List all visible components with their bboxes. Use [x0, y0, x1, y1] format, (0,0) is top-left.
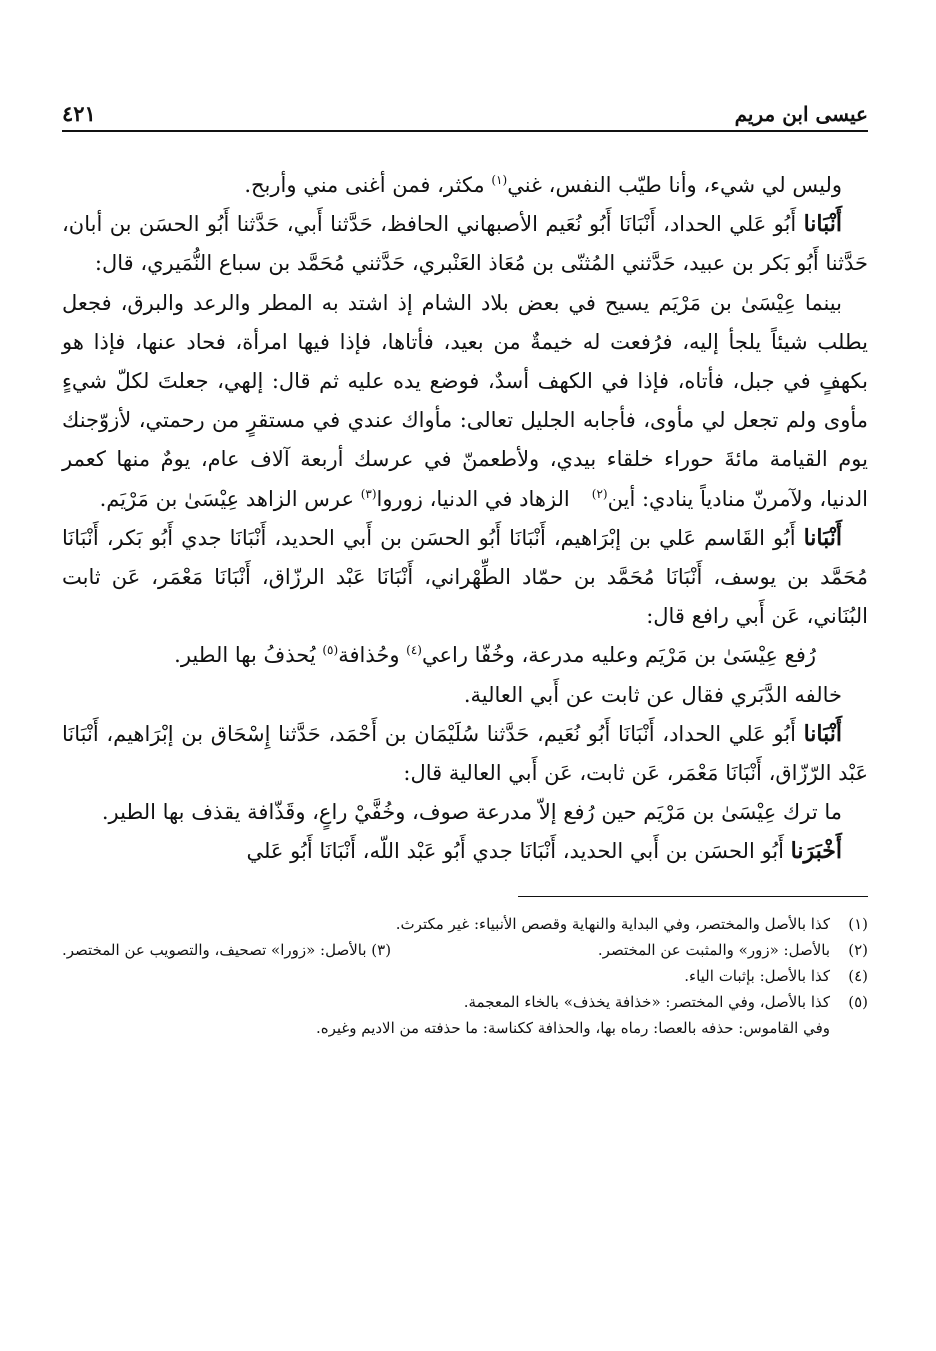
text-run: ما ترك عِيْسَىٰ بن مَرْيَم حين رُفع إلاّ مدرعة صوف، وخُفَّيْ راعٍ، وقَذّافة يقذف بها الطير.	[101, 800, 842, 825]
footnote-pair	[62, 937, 830, 963]
book-page	[62, 96, 868, 1331]
paragraph-7	[62, 715, 868, 793]
isnad-keyword: أَنْبَانا	[803, 211, 842, 238]
footnote-text: بالأصل: «زور» والمثبت عن المختصر.	[597, 940, 830, 959]
footnote-ref-5: (٥)	[322, 643, 339, 658]
footnote-mark: (٥)	[848, 992, 868, 1011]
paragraph-3	[62, 284, 868, 519]
text-run: يُحذفُ بها الطير.	[174, 643, 323, 668]
footnote-2-3	[62, 937, 868, 963]
footnotes	[62, 911, 868, 1041]
text-run: عرس الزاهد عِيْسَىٰ بن مَرْيَم.	[99, 486, 361, 511]
footnote-ref-4: (٤)	[406, 643, 422, 658]
footnote-text: بالأصل: «زورا» تصحيف، والتصويب عن المختصر.	[62, 940, 367, 959]
footnote-text: كذا بالأصل: بإثبات الياء.	[684, 966, 830, 985]
footnote-text: كذا بالأصل، وفي المختصر: «خذافة يخذف» بالخاء المعجمة.	[463, 992, 830, 1011]
chapter-title: عيسى ابن مريم	[734, 102, 868, 126]
isnad-keyword: أَنْبَانا	[803, 524, 842, 551]
text-run: وحُذافة	[338, 643, 407, 668]
text-run: أَبُو عَلي الحداد، أَنْبَانَا أَبُو نُعَيم الأصبهاني الحافظ، حَدَّثنا أَبي، حَدَّثنا أَبُو الحسَن بن أبان، حَدَّثنا أَبُو بَكر بن عبيد، حَدَّثني المُثنّى بن مُعَاذ العَنْبري، حَدَّثني مُحَمَّد بن سباع النُّمَيري، قال:	[62, 212, 868, 276]
text-run: أَبُو عَلي الحداد، أَنْبَانَا أَبُو نُعَيم، حَدَّثنا سُلَيْمَان بن أَحْمَد، حَدَّثنا إِسْحَاق بن إبْرَاهيم، أَنْبَانَا عَبْد الرّزّاق، أَنْبَانَا مَعْمَر، عَن ثابت، عَن أَبي العالية قال:	[62, 721, 868, 786]
footnote-3	[62, 937, 391, 963]
paragraph-2	[62, 205, 868, 283]
footnote-mark: (٢)	[848, 940, 868, 959]
main-text	[62, 166, 868, 872]
text-run: وليس لي شيء، وأنا طيّب النفس، غني	[507, 173, 842, 197]
footnote-mark: (٤)	[848, 966, 868, 985]
text-run: أَبُو الحسَن بن أَبي الحديد، أَنْبَانَا جدي أَبُو عَبْد اللّه، أَنْبَانَا أَبُو عَلي	[246, 839, 791, 864]
paragraph-6	[62, 676, 868, 715]
text-run: أَبُو القَاسم عَلي بن إبْرَاهيم، أَنْبَانَا أَبُو الحسَن بن أَبي الحديد، أَنْبَانَا جدي أَبُو بَكر، أَنْبَانَا مُحَمَّد بن يوسف، أَنْبَانَا مُحَمَّد بن حمّاد الطِّهْراني، أَنْبَانَا عَبْد الرزّاق، أَنْبَانَا مَعْمَر، عَن ثابت البُنَاني، عَن أَبي رافع قال:	[62, 525, 868, 629]
text-run: بينما عِيْسَىٰ بن مَرْيَم يسيح في بعض بلاد الشام إذ اشتد به المطر والرعد والبرق، فجعل يطلب شيئاً يلجأ إليه، فرُفعت له خيمةٌ من بعيد، فأتاها، فإذا فيها امرأة، فحاد عنها، فإذا هو بكهفٍ في جبل، فأتاه، فإذا في الكهف أسدٌ، فوضع يده عليه ثم قال: إلهي، جعلتَ لكلّ شيءٍ مأوى ولم تجعل لي مأوى، فأجابه الجليل تعالى: مأواك عندي في مستقرٍ من رحمتي، لأزوّجنك يوم القيامة مائةَ حوراء خلقاء بيدي، ولأطعمنّ في عرسك أربعة آلاف عام، يومٌ منها كعمر الدنيا، ولآمرنّ منادياً ينادي: أين	[62, 290, 868, 511]
footnote-separator	[518, 896, 868, 897]
footnote-5	[62, 989, 868, 1015]
footnote-5-continued: وفي القاموس: حذفه بالعصا: رماه بها، والحذافة ككناسة: ما حذفته من الاديم وغيره.	[315, 1018, 830, 1037]
footnote-ref-3: (٣)	[360, 486, 377, 501]
text-run: الزهاد في الدنيا، زوروا	[376, 486, 570, 511]
paragraph-5	[62, 636, 868, 675]
footnote-mark: (١)	[848, 914, 868, 933]
footnote-mark: (٣)	[371, 940, 392, 959]
text-run: مكثر، فمن أغنى مني وأربح.	[244, 173, 492, 197]
paragraph-1	[62, 166, 868, 205]
paragraph-4	[62, 519, 868, 637]
footnote-1	[62, 911, 868, 937]
footnote-ref-1: (١)	[491, 173, 508, 187]
isnad-keyword: أَنْبَانا	[803, 720, 842, 747]
page-number: ٤٢١	[62, 101, 96, 126]
paragraph-8	[62, 793, 868, 832]
running-header	[62, 96, 868, 132]
footnote-text: كذا بالأصل والمختصر، وفي البداية والنهاية وقصص الأنبياء: غير مكترث.	[395, 914, 830, 933]
text-run: خالفه الدَّبَري فقال عن ثابت عن أَبي العالية.	[463, 682, 842, 707]
isnad-keyword: أَخْبَرَنا	[790, 838, 842, 865]
text-run: رُفع عِيْسَىٰ بن مَرْيَم وعليه مدرعة، وخُفّا راعي	[421, 643, 816, 668]
paragraph-9	[62, 832, 868, 871]
footnote-ref-2: (٢)	[591, 486, 608, 501]
footnote-4	[62, 963, 868, 989]
